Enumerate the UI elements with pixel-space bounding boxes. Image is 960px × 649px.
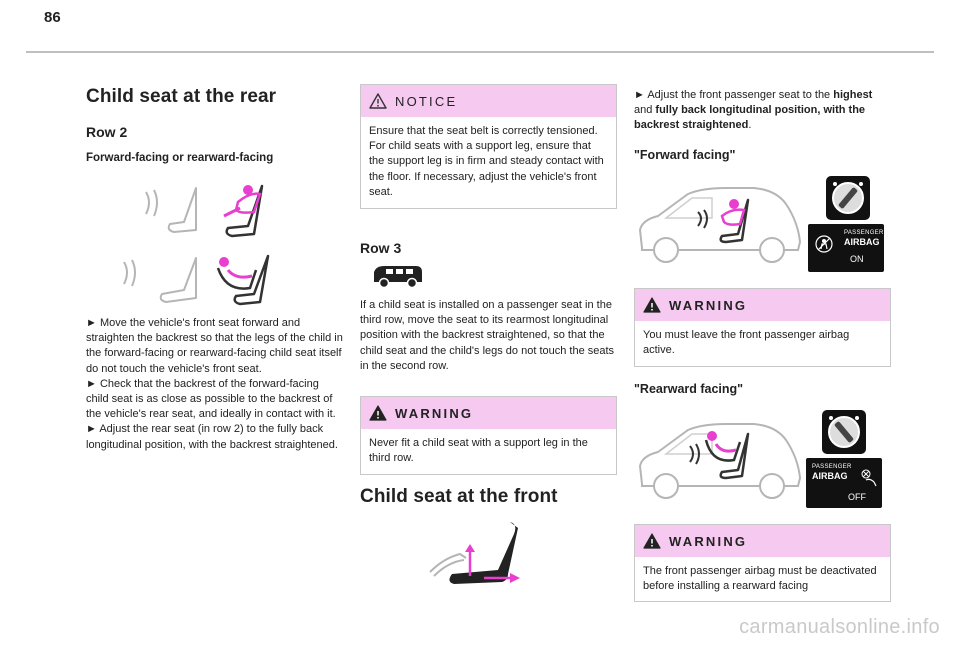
front-seat-adjust-illustration	[424, 518, 524, 588]
row3-vehicle-icon	[372, 262, 424, 290]
rearward-facing-car-illustration	[636, 418, 804, 504]
adjust-mid: and	[634, 104, 656, 117]
panel-off-state: OFF	[848, 492, 866, 502]
airbag-switch-forward	[826, 176, 870, 220]
warning-forward-title: WARNING	[669, 297, 748, 313]
row3-text: If a child seat is installed on a passenger seat in the third row, move the seat to its rearmost longitudinal position with the backrest straightened, so that the child seat and the child's legs do not touch the seats in the second row.	[360, 299, 615, 372]
warning-triangle-icon	[369, 405, 387, 421]
top-rule	[26, 51, 934, 53]
warning-forward-header	[635, 289, 890, 321]
airbag-deactivated-icon	[860, 468, 878, 488]
airbag-panel-on	[808, 224, 884, 272]
section-title-rear: Child seat at the rear	[86, 86, 277, 107]
notice-header	[361, 85, 616, 117]
airbag-panel-off	[806, 458, 882, 508]
adjust-front-seat-text	[634, 88, 890, 134]
left-column	[86, 70, 344, 164]
warning-triangle-icon	[643, 533, 661, 549]
section-title-front: Child seat at the front	[360, 486, 558, 507]
paragraph-adjust-rear-seat: ► Adjust the rear seat (in row 2) to the fully back longitudinal position, with the backrest straightened.	[86, 423, 338, 451]
rearward-facing-heading: "Rearward facing"	[634, 382, 744, 396]
notice-text-belt: Ensure that the seat belt is correctly tensioned.	[369, 125, 598, 137]
warning-triangle-icon	[643, 297, 661, 313]
warning-box-rearward	[634, 524, 891, 602]
warning-rearward-body: The front passenger airbag must be deactivated before installing a rearward facing	[643, 565, 877, 593]
notice-box	[360, 84, 617, 209]
panel-on-line1: PASSENGER	[844, 230, 884, 236]
warning-rearward-title: WARNING	[669, 533, 748, 549]
paragraph-move-front-seat: ► Move the vehicle's front seat forward and straighten the backrest so that the legs of the child in the forward-facing or rearward-facing child seat itself do not touch the vehicle's front seat.	[86, 317, 343, 375]
left-body	[86, 316, 344, 453]
warning-rearward-header	[635, 525, 890, 557]
airbag-person-crossed-icon	[814, 234, 834, 254]
warning-row3-body: Never fit a child seat with a support leg in the third row.	[369, 437, 588, 465]
key-switch-off-icon	[822, 410, 866, 454]
notice-text-support-leg: For child seats with a support leg, ensure that the support leg is in firm and steady contact with the floor. If necessary, adjust the vehicle's front seat.	[369, 140, 604, 198]
panel-off-line2: AIRBAG	[812, 471, 848, 481]
warning-forward-body: You must leave the front passenger airbag active.	[643, 329, 850, 357]
adjust-bold-highest: highest	[833, 89, 873, 101]
airbag-switch-rearward	[822, 410, 866, 454]
page-number: 86	[44, 9, 61, 26]
adjust-suffix: .	[748, 119, 752, 132]
rearward-facing-seat-illustration	[118, 250, 278, 308]
warning-box-forward	[634, 288, 891, 367]
facing-heading: Forward-facing or rearward-facing	[86, 152, 274, 164]
row3-heading: Row 3	[360, 240, 402, 256]
key-switch-on-icon	[826, 176, 870, 220]
panel-on-state: ON	[850, 254, 864, 264]
adjust-bold-position: fully back longitudinal position, with the backrest straightened	[634, 104, 866, 132]
panel-off-line1: PASSENGER	[812, 464, 852, 470]
notice-title: NOTICE	[395, 93, 458, 109]
warning-row3-title: WARNING	[395, 405, 474, 421]
notice-triangle-icon	[369, 93, 387, 109]
row2-heading: Row 2	[86, 124, 128, 140]
adjust-prefix: ► Adjust the front passenger seat to the	[634, 89, 834, 101]
paragraph-check-backrest: ► Check that the backrest of the forward-facing child seat is as close as possible to the backrest of the vehicle's rear seat, and ideally in contact with it.	[86, 377, 336, 421]
notice-body	[361, 117, 616, 208]
forward-facing-seat-illustration	[140, 180, 280, 240]
warning-box-row3	[360, 396, 617, 475]
warning-row3-header	[361, 397, 616, 429]
forward-facing-heading: "Forward facing"	[634, 148, 736, 162]
forward-facing-car-illustration	[636, 182, 804, 268]
watermark: carmanualsonline.info	[739, 616, 940, 638]
panel-on-line2: AIRBAG	[844, 237, 880, 247]
